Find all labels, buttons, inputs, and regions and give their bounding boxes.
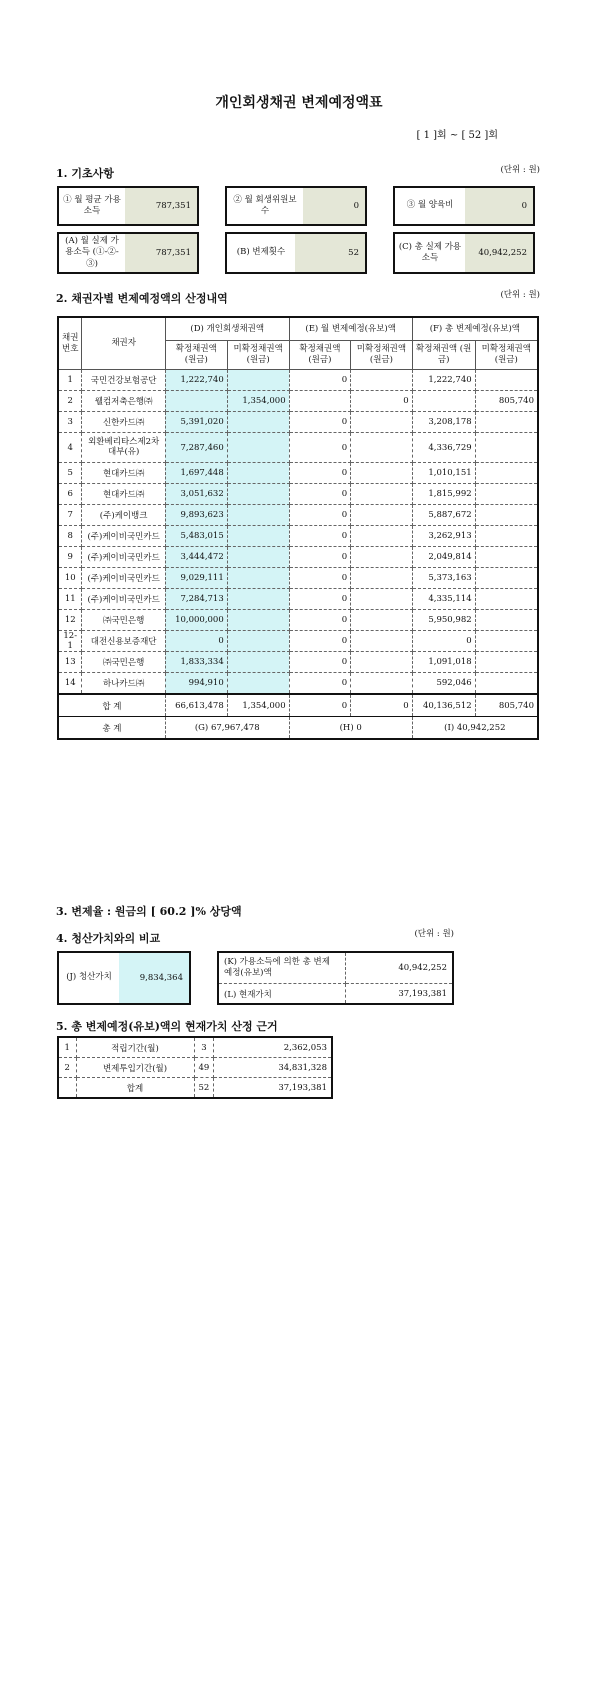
cell-d2	[227, 547, 289, 568]
cell-d2	[227, 463, 289, 484]
net-income-value: 787,351	[125, 234, 197, 272]
cell-creditor: 현대카드㈜	[82, 463, 165, 484]
header-creditor: 채권자	[82, 317, 165, 370]
cell-f2	[475, 433, 538, 463]
cell-e2	[351, 505, 413, 526]
table-row	[58, 391, 538, 412]
header-f-unconfirmed: 미확정채권액 (원금)	[475, 341, 538, 370]
cell-creditor: (주)케이비국민카드	[82, 589, 165, 610]
total-label: 총 계	[58, 717, 165, 740]
cell-e2	[351, 589, 413, 610]
cell-d1: 1,833,334	[165, 652, 227, 673]
sum-row	[58, 694, 538, 717]
cell-no: 5	[58, 463, 82, 484]
cell-creditor: 외환베리타스제2차 대부(유)	[82, 433, 165, 463]
section4-heading: 4. 청산가치와의 비교	[56, 932, 161, 945]
net-income-box	[57, 232, 199, 274]
cell-e1: 0	[289, 370, 351, 391]
cell-e1: 0	[289, 505, 351, 526]
cell-e2	[351, 526, 413, 547]
header-e-unconfirmed: 미확정채권액 (원금)	[351, 341, 413, 370]
pv-sum-n: 52	[194, 1078, 214, 1099]
cell-d2	[227, 484, 289, 505]
cell-f1: 5,950,982	[412, 610, 475, 631]
table-row	[58, 484, 538, 505]
header-e-confirmed: 확정채권액 (원금)	[289, 341, 351, 370]
cell-f2	[475, 526, 538, 547]
table-row	[58, 370, 538, 391]
cell-f1: 0	[412, 631, 475, 652]
trustee-fee-label: ② 월 회생위원보수	[233, 194, 297, 216]
monthly-income-label: ① 월 평균 가용소득	[63, 194, 121, 216]
cell-f1: 5,373,163	[412, 568, 475, 589]
cell-creditor: (주)케이비국민카드	[82, 547, 165, 568]
cell-d1: 1,697,448	[165, 463, 227, 484]
cell-f2	[475, 547, 538, 568]
present-value-table	[57, 1036, 333, 1099]
cell-d1: 9,029,111	[165, 568, 227, 589]
repay-count-value: 52	[295, 234, 365, 272]
section1-unit: (단위 : 원)	[500, 165, 540, 175]
pv-cell-label: 변제투입기간(월)	[76, 1058, 194, 1078]
cell-e2	[351, 370, 413, 391]
l-label: (L) 현재가치	[218, 984, 346, 1005]
cell-f2	[475, 484, 538, 505]
cell-no: 4	[58, 433, 82, 463]
cell-e2	[351, 412, 413, 433]
pv-sum-label: 합계	[76, 1078, 194, 1099]
cell-f2	[475, 370, 538, 391]
table-row	[58, 463, 538, 484]
header-no: 채권 번호	[58, 317, 82, 370]
section2-heading: 2. 채권자별 변제예정액의 산정내역	[56, 292, 228, 305]
cell-no: 12	[58, 610, 82, 631]
total-i: (I) 40,942,252	[412, 717, 538, 740]
header-d-unconfirmed: 미확정채권액 (원금)	[227, 341, 289, 370]
pv-cell-no: 2	[58, 1058, 76, 1078]
cell-f2	[475, 568, 538, 589]
pv-sum-value: 37,193,381	[214, 1078, 332, 1099]
cell-creditor: 하나카드㈜	[82, 673, 165, 695]
total-g: (G) 67,967,478	[165, 717, 289, 740]
cell-d1: 994,910	[165, 673, 227, 695]
cell-d2	[227, 568, 289, 589]
cell-d2	[227, 652, 289, 673]
cell-f2	[475, 463, 538, 484]
repay-count-box	[225, 232, 367, 274]
cell-e1: 0	[289, 589, 351, 610]
sum-label: 합 계	[58, 694, 165, 717]
cell-d2	[227, 631, 289, 652]
cell-e2	[351, 631, 413, 652]
repayment-range: [ 1 ]회 ~ [ 52 ]회	[416, 130, 498, 141]
trustee-fee-box	[225, 186, 367, 226]
cell-e1: 0	[289, 484, 351, 505]
net-income-label: (A) 월 실제 가용소득 (①-②-③)	[65, 235, 119, 269]
cell-e1: 0	[289, 547, 351, 568]
cell-f1: 3,208,178	[412, 412, 475, 433]
cell-creditor: (주)케이뱅크	[82, 505, 165, 526]
cell-no: 6	[58, 484, 82, 505]
cell-no: 10	[58, 568, 82, 589]
cell-d1: 5,483,015	[165, 526, 227, 547]
table-row	[58, 505, 538, 526]
cell-d2	[227, 505, 289, 526]
pv-cell-value: 34,831,328	[214, 1058, 332, 1078]
cell-d1: 7,284,713	[165, 589, 227, 610]
cell-no: 11	[58, 589, 82, 610]
liquidation-value-label: (J) 청산가치	[66, 972, 112, 983]
cell-d1: 1,222,740	[165, 370, 227, 391]
cell-e1: 0	[289, 412, 351, 433]
cell-d1: 5,391,020	[165, 412, 227, 433]
cell-f2	[475, 610, 538, 631]
cell-e2	[351, 568, 413, 589]
cell-f2	[475, 652, 538, 673]
cell-d1: 3,051,632	[165, 484, 227, 505]
table-row	[58, 610, 538, 631]
cell-f1	[412, 391, 475, 412]
liquidation-value-box	[57, 951, 191, 1005]
trustee-fee-value: 0	[303, 188, 365, 224]
cell-f1: 1,091,018	[412, 652, 475, 673]
cell-e2	[351, 652, 413, 673]
pv-sum-row	[58, 1078, 332, 1099]
cell-creditor: (주)케이비국민카드	[82, 568, 165, 589]
pv-cell-label: 적립기간(월)	[76, 1037, 194, 1058]
pv-cell-no: 1	[58, 1037, 76, 1058]
pv-row	[58, 1037, 332, 1058]
cell-creditor: ㈜국민은행	[82, 652, 165, 673]
table-row	[58, 652, 538, 673]
cell-d2	[227, 610, 289, 631]
cell-d2	[227, 412, 289, 433]
cell-d1: 3,444,472	[165, 547, 227, 568]
pv-cell-n: 49	[194, 1058, 214, 1078]
cell-no: 13	[58, 652, 82, 673]
cell-f2	[475, 505, 538, 526]
section1-heading: 1. 기초사항	[56, 167, 114, 180]
cell-f1: 3,262,913	[412, 526, 475, 547]
cell-d1: 9,893,623	[165, 505, 227, 526]
cell-e1: 0	[289, 631, 351, 652]
cell-creditor: 현대카드㈜	[82, 484, 165, 505]
cell-f2	[475, 631, 538, 652]
cell-f2	[475, 589, 538, 610]
l-value: 37,193,381	[346, 984, 454, 1005]
cell-e1: 0	[289, 673, 351, 695]
pv-cell-n: 3	[194, 1037, 214, 1058]
cell-no: 12-1	[58, 631, 82, 652]
cell-e1: 0	[289, 433, 351, 463]
cell-e1: 0	[289, 610, 351, 631]
cell-no: 14	[58, 673, 82, 695]
cell-d2	[227, 433, 289, 463]
cell-f1: 4,335,114	[412, 589, 475, 610]
monthly-income-value: 787,351	[125, 188, 197, 224]
pv-row	[58, 1058, 332, 1078]
cell-e2	[351, 610, 413, 631]
pv-sum-blank	[58, 1078, 76, 1099]
section2-unit: (단위 : 원)	[500, 290, 540, 300]
cell-f1: 1,815,992	[412, 484, 475, 505]
sum-d-unconfirmed: 1,354,000	[227, 694, 289, 717]
table-row	[58, 433, 538, 463]
cell-f2: 805,740	[475, 391, 538, 412]
sum-d-confirmed: 66,613,478	[165, 694, 227, 717]
cell-d2: 1,354,000	[227, 391, 289, 412]
section3-heading: 3. 변제율 : 원금의 [ 60.2 ]% 상당액	[56, 905, 242, 918]
cell-no: 2	[58, 391, 82, 412]
sum-f-unconfirmed: 805,740	[475, 694, 538, 717]
cell-d1: 7,287,460	[165, 433, 227, 463]
cell-no: 8	[58, 526, 82, 547]
cell-no: 1	[58, 370, 82, 391]
cell-f1: 1,010,151	[412, 463, 475, 484]
section5-heading: 5. 총 변제예정(유보)액의 현재가치 산정 근거	[56, 1020, 278, 1033]
cell-e1: 0	[289, 463, 351, 484]
k-value: 40,942,252	[346, 952, 454, 984]
sum-f-confirmed: 40,136,512	[412, 694, 475, 717]
cell-f2	[475, 412, 538, 433]
table-row	[58, 412, 538, 433]
cell-d2	[227, 589, 289, 610]
cell-e1	[289, 391, 351, 412]
cell-e1: 0	[289, 568, 351, 589]
table-row	[58, 673, 538, 695]
header-e: (E) 월 변제예정(유보)액	[289, 317, 412, 341]
child-support-value: 0	[465, 188, 533, 224]
cell-f1: 592,046	[412, 673, 475, 695]
comparison-table	[217, 951, 454, 1005]
header-f: (F) 총 변제예정(유보)액	[412, 317, 538, 341]
creditor-table	[57, 316, 539, 740]
table-row	[58, 526, 538, 547]
cell-creditor: (주)케이비국민카드	[82, 526, 165, 547]
sum-e-unconfirmed: 0	[351, 694, 413, 717]
total-row	[58, 717, 538, 740]
table-row	[58, 631, 538, 652]
page-title: 개인회생채권 변제예정액표	[215, 95, 383, 111]
total-h: (H) 0	[289, 717, 412, 740]
cell-e2	[351, 673, 413, 695]
cell-d1	[165, 391, 227, 412]
child-support-label: ③ 월 양육비	[406, 200, 454, 211]
cell-no: 9	[58, 547, 82, 568]
header-d: (D) 개인회생채권액	[165, 317, 289, 341]
cell-e1: 0	[289, 652, 351, 673]
pv-cell-value: 2,362,053	[214, 1037, 332, 1058]
cell-e2	[351, 433, 413, 463]
total-income-label: (C) 총 실제 가용소득	[398, 241, 462, 263]
cell-d1: 10,000,000	[165, 610, 227, 631]
cell-d2	[227, 370, 289, 391]
cell-e2	[351, 547, 413, 568]
cell-e2	[351, 463, 413, 484]
total-income-value: 40,942,252	[465, 234, 533, 272]
liquidation-value: 9,834,364	[119, 953, 189, 1003]
sum-e-confirmed: 0	[289, 694, 351, 717]
cell-f1: 2,049,814	[412, 547, 475, 568]
header-f-confirmed: 확정채권액 (원금)	[412, 341, 475, 370]
section4-unit: (단위 : 원)	[414, 929, 454, 939]
cell-f2	[475, 673, 538, 695]
cell-d2	[227, 526, 289, 547]
cell-f1: 4,336,729	[412, 433, 475, 463]
cell-e2: 0	[351, 391, 413, 412]
cell-creditor: ㈜국민은행	[82, 610, 165, 631]
total-income-box	[393, 232, 535, 274]
cell-f1: 5,887,672	[412, 505, 475, 526]
repay-count-label: (B) 변제횟수	[236, 247, 286, 258]
monthly-income-box	[57, 186, 199, 226]
cell-creditor: 신한카드㈜	[82, 412, 165, 433]
cell-d1: 0	[165, 631, 227, 652]
cell-e2	[351, 484, 413, 505]
cell-creditor: 웰컴저축은행㈜	[82, 391, 165, 412]
table-row	[58, 547, 538, 568]
child-support-box	[393, 186, 535, 226]
header-d-confirmed: 확정채권액 (원금)	[165, 341, 227, 370]
cell-creditor: 대전신용보증재단	[82, 631, 165, 652]
cell-creditor: 국민건강보험공단	[82, 370, 165, 391]
table-row	[58, 589, 538, 610]
cell-no: 7	[58, 505, 82, 526]
cell-f1: 1,222,740	[412, 370, 475, 391]
cell-no: 3	[58, 412, 82, 433]
cell-d2	[227, 673, 289, 695]
k-label: (K) 가용소득에 의한 총 변제 예정(유보)액	[218, 952, 346, 984]
table-row	[58, 568, 538, 589]
cell-e1: 0	[289, 526, 351, 547]
